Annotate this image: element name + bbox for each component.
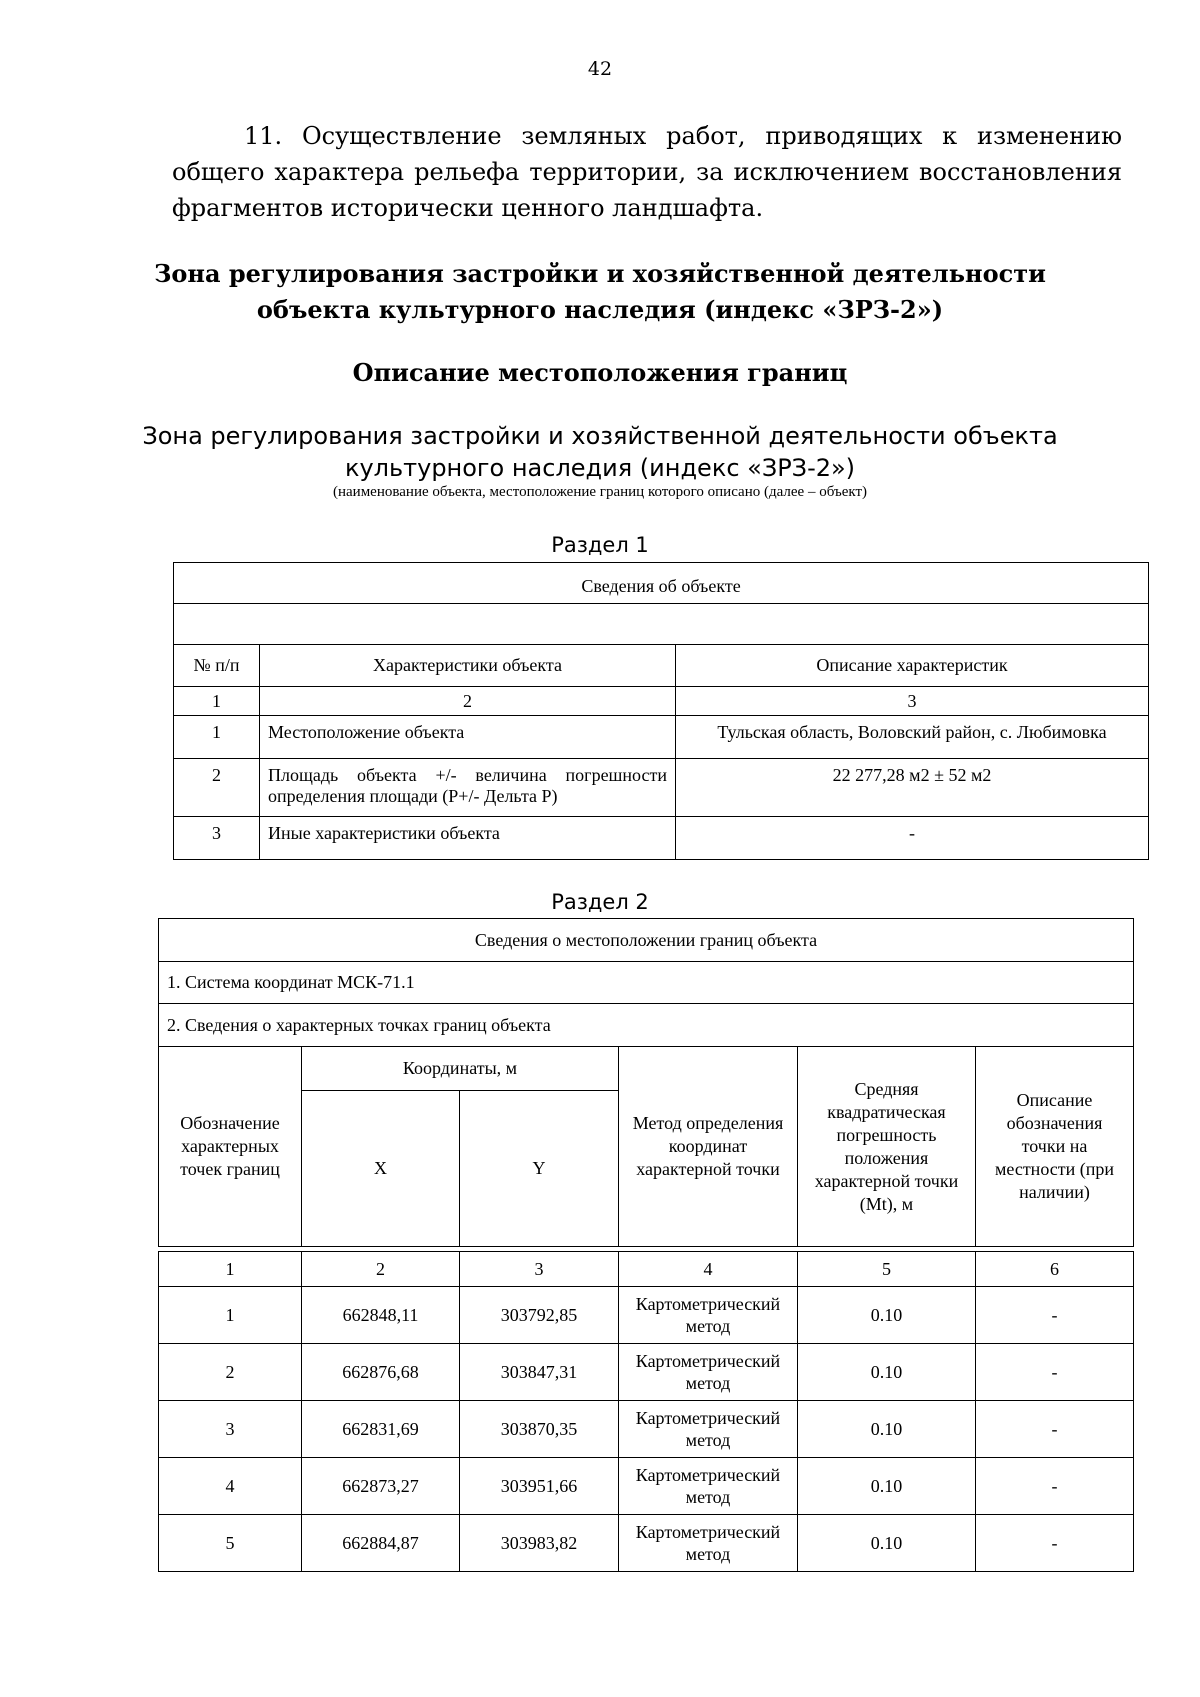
point-mt: 0.10 xyxy=(798,1287,976,1344)
point-y: 303847,31 xyxy=(460,1344,619,1401)
header-y: Y xyxy=(460,1091,619,1247)
point-method: Картометрический метод xyxy=(619,1458,798,1515)
point-x: 662873,27 xyxy=(302,1458,460,1515)
table-row xyxy=(159,1401,1134,1458)
point-mt: 0.10 xyxy=(798,1515,976,1572)
object-title-line2: культурного наследия (индекс «ЗРЗ-2») xyxy=(344,454,856,482)
points-title: 2. Сведения о характерных точках границ объекта xyxy=(159,1004,1134,1047)
zone-heading-line2: объекта культурного наследия (индекс «ЗРЗ-2») xyxy=(256,295,944,324)
row-characteristic: Иные характеристики объекта xyxy=(260,817,676,860)
column-number: 5 xyxy=(798,1252,976,1287)
object-note: (наименование объекта, местоположение границ которого описано (далее – объект) xyxy=(332,484,868,500)
column-number: 4 xyxy=(619,1252,798,1287)
point-description: - xyxy=(976,1401,1134,1458)
point-y: 303870,35 xyxy=(460,1401,619,1458)
boundary-description-heading: Описание местоположения границ xyxy=(352,358,848,387)
point-x: 662848,11 xyxy=(302,1287,460,1344)
header-method: Метод определения координат характерной точки xyxy=(619,1047,798,1247)
page-number: 42 xyxy=(587,58,613,80)
row-description: Тульская область, Воловский район, с. Любимовка xyxy=(676,716,1149,759)
table-row xyxy=(174,716,1149,759)
point-description: - xyxy=(976,1458,1134,1515)
point-description: - xyxy=(976,1344,1134,1401)
section2-label: Раздел 2 xyxy=(551,890,649,914)
header-coordinates: Координаты, м xyxy=(302,1047,619,1091)
header-designation: Обозначение характерных точек границ xyxy=(159,1047,302,1247)
section1-title: Сведения об объекте xyxy=(174,563,1149,604)
table-row xyxy=(159,1344,1134,1401)
row-characteristic: Площадь объекта +/- величина погрешности определения площади (Р+/- Дельта Р) xyxy=(260,759,676,817)
section1-label: Раздел 1 xyxy=(551,533,649,557)
object-title-line1: Зона регулирования застройки и хозяйственной деятельности объекта xyxy=(142,422,1058,450)
section1-empty-row xyxy=(174,604,1149,645)
row-number: 1 xyxy=(174,716,260,759)
point-method: Картометрический метод xyxy=(619,1287,798,1344)
point-number: 2 xyxy=(159,1344,302,1401)
point-description: - xyxy=(976,1515,1134,1572)
point-mt: 0.10 xyxy=(798,1344,976,1401)
point-y: 303951,66 xyxy=(460,1458,619,1515)
point-method: Картометрический метод xyxy=(619,1515,798,1572)
point-description: - xyxy=(976,1287,1134,1344)
boundary-points-table xyxy=(158,918,1134,1572)
header-number: № п/п xyxy=(174,645,260,687)
column-number: 3 xyxy=(676,687,1149,716)
table-row xyxy=(159,1515,1134,1572)
row-number: 3 xyxy=(174,817,260,860)
table-row xyxy=(174,817,1149,860)
header-description: Описание характеристик xyxy=(676,645,1149,687)
column-number: 1 xyxy=(174,687,260,716)
row-description: - xyxy=(676,817,1149,860)
point-mt: 0.10 xyxy=(798,1458,976,1515)
header-x: X xyxy=(302,1091,460,1247)
point-method: Картометрический метод xyxy=(619,1344,798,1401)
row-description: 22 277,28 м2 ± 52 м2 xyxy=(676,759,1149,817)
header-point-description: Описание обозначения точки на местности (при наличии) xyxy=(976,1047,1134,1247)
point-number: 5 xyxy=(159,1515,302,1572)
column-number: 3 xyxy=(460,1252,619,1287)
header-error: Средняя квадратическая погрешность положения характерной точки (Mt), м xyxy=(798,1047,976,1247)
header-characteristics: Характеристики объекта xyxy=(260,645,676,687)
point-x: 662884,87 xyxy=(302,1515,460,1572)
zone-heading-line1: Зона регулирования застройки и хозяйственной деятельности xyxy=(154,259,1046,288)
point-y: 303983,82 xyxy=(460,1515,619,1572)
point-number: 3 xyxy=(159,1401,302,1458)
paragraph-item-11: 11. Осуществление земляных работ, приводящих к изменению общего характера рельефа территории, за исключением восстановления фрагментов исторически ценного ландшафта. xyxy=(172,122,1122,222)
column-number: 2 xyxy=(302,1252,460,1287)
point-number: 1 xyxy=(159,1287,302,1344)
table-row xyxy=(159,1287,1134,1344)
column-number: 6 xyxy=(976,1252,1134,1287)
row-number: 2 xyxy=(174,759,260,817)
section2-title: Сведения о местоположении границ объекта xyxy=(159,919,1134,962)
object-info-table xyxy=(173,562,1149,860)
zone-heading xyxy=(0,256,1200,328)
point-mt: 0.10 xyxy=(798,1401,976,1458)
point-method: Картометрический метод xyxy=(619,1401,798,1458)
point-x: 662876,68 xyxy=(302,1344,460,1401)
table-row xyxy=(159,1458,1134,1515)
point-y: 303792,85 xyxy=(460,1287,619,1344)
point-x: 662831,69 xyxy=(302,1401,460,1458)
column-number: 2 xyxy=(260,687,676,716)
table-row xyxy=(174,759,1149,817)
object-title xyxy=(0,420,1200,484)
column-number: 1 xyxy=(159,1252,302,1287)
row-characteristic: Местоположение объекта xyxy=(260,716,676,759)
point-number: 4 xyxy=(159,1458,302,1515)
coordinate-system: 1. Система координат МСК-71.1 xyxy=(159,962,1134,1004)
